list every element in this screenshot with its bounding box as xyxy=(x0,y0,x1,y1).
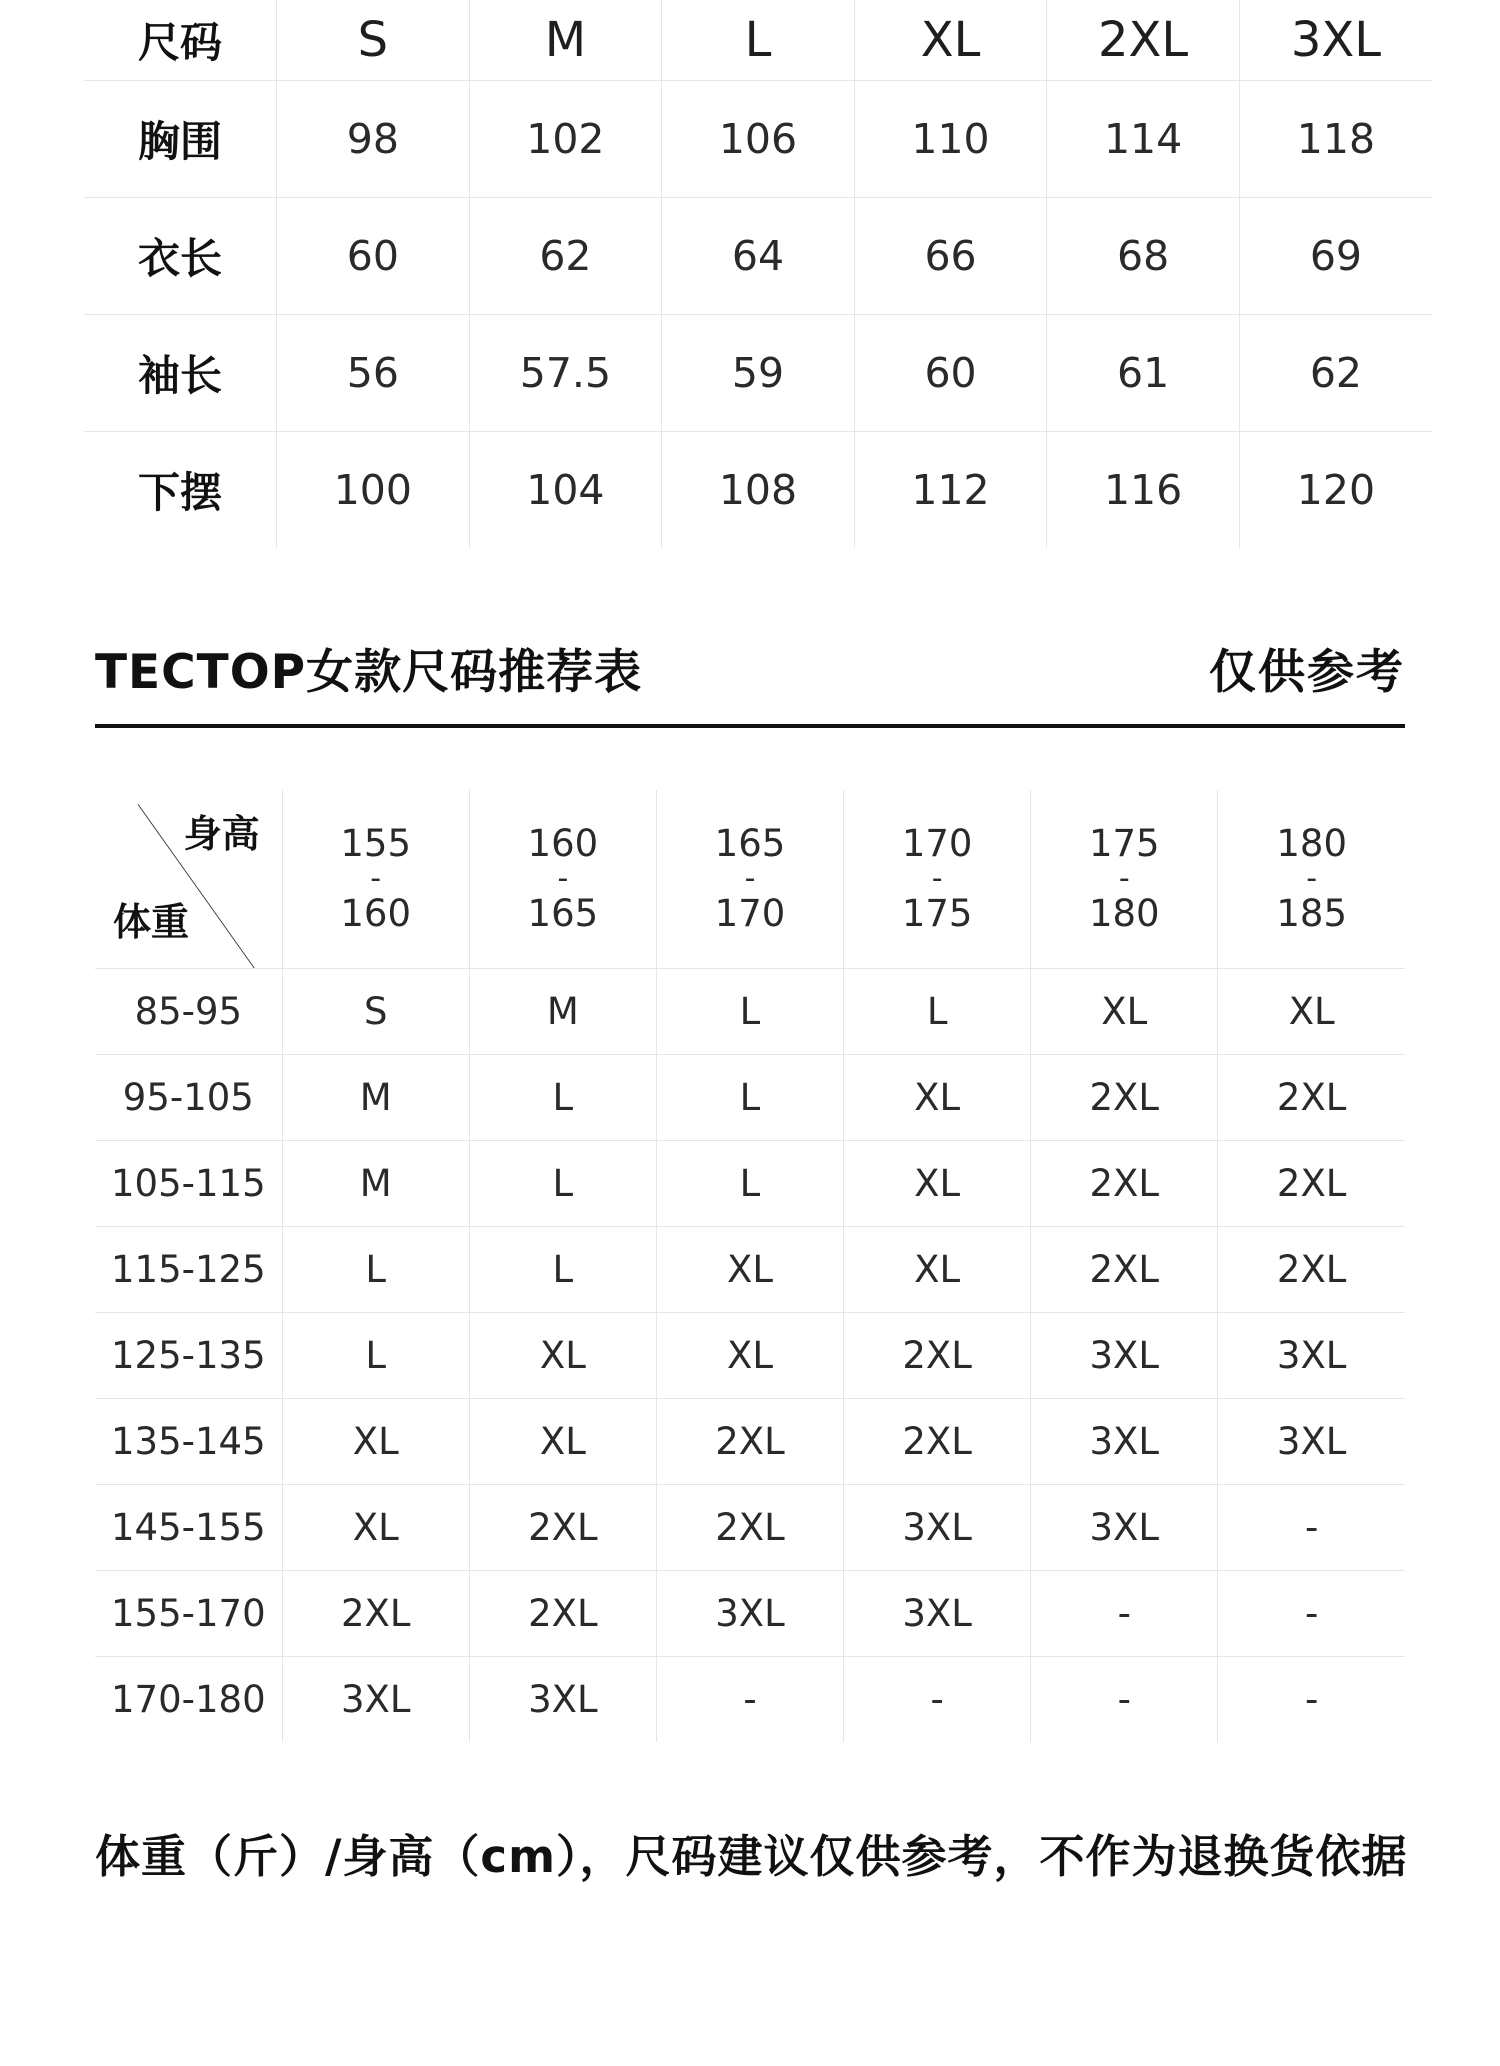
recommended-size-cell: L xyxy=(656,1055,843,1141)
weight-range-cell: 135-145 xyxy=(95,1399,282,1485)
recommended-size-cell: 3XL xyxy=(1218,1313,1405,1399)
recommended-size-cell: XL xyxy=(469,1313,656,1399)
height-range-sep: - xyxy=(1118,861,1130,896)
recommended-size-cell: XL xyxy=(656,1313,843,1399)
recommended-size-cell: 2XL xyxy=(844,1399,1031,1485)
height-range-sep: - xyxy=(370,861,382,896)
measure-value-cell: 62 xyxy=(469,198,662,315)
recommended-size-cell: 3XL xyxy=(844,1485,1031,1571)
measure-value-cell: 118 xyxy=(1239,81,1432,198)
footer-disclaimer: 体重（斤）/身高（cm），尺码建议仅供参考，不作为退换货依据 xyxy=(95,1830,1408,1883)
recommended-size-cell: 2XL xyxy=(1031,1227,1218,1313)
recommended-size-cell: - xyxy=(1031,1571,1218,1657)
weight-range-cell: 105-115 xyxy=(95,1141,282,1227)
measure-value-cell: 57.5 xyxy=(469,315,662,432)
size-header-cell: XL xyxy=(854,0,1047,81)
height-range-cell xyxy=(656,790,843,969)
recommended-size-cell: 3XL xyxy=(844,1571,1031,1657)
weight-range-cell: 155-170 xyxy=(95,1571,282,1657)
weight-range-cell: 85-95 xyxy=(95,969,282,1055)
measure-value-cell: 104 xyxy=(469,432,662,549)
height-axis-label: 身高 xyxy=(183,812,260,856)
size-header-cell: L xyxy=(662,0,855,81)
weight-range-cell: 95-105 xyxy=(95,1055,282,1141)
recommended-size-cell: L xyxy=(282,1227,469,1313)
table-row xyxy=(95,1571,1405,1657)
measure-value-cell: 110 xyxy=(854,81,1047,198)
recommended-size-cell: XL xyxy=(844,1141,1031,1227)
recommended-size-cell: L xyxy=(282,1313,469,1399)
height-range-to: 165 xyxy=(527,892,599,935)
recommended-size-cell: 2XL xyxy=(1031,1055,1218,1141)
height-range-cell xyxy=(469,790,656,969)
height-range-from: 160 xyxy=(527,822,599,865)
weight-range-cell: 170-180 xyxy=(111,1678,266,1721)
height-range-to: 185 xyxy=(1276,892,1347,935)
table-row xyxy=(95,969,1405,1055)
height-range-to: 180 xyxy=(1088,892,1160,935)
height-range-sep: - xyxy=(744,861,756,896)
recommended-size-cell: M xyxy=(282,1055,469,1141)
height-range-sep: - xyxy=(931,861,943,896)
recommended-size-cell: XL xyxy=(282,1485,469,1571)
recommended-size-cell: - xyxy=(1031,1657,1218,1743)
recommended-size-cell: 3XL xyxy=(282,1657,469,1743)
measure-name-cell: 衣长 xyxy=(84,198,277,315)
recommended-size-cell: S xyxy=(282,969,469,1055)
table-row xyxy=(84,198,1432,315)
size-header-cell: 2XL xyxy=(1047,0,1240,81)
recommended-size-cell: 2XL xyxy=(282,1571,469,1657)
recommended-size-cell: 2XL xyxy=(1031,1141,1218,1227)
height-header-row xyxy=(95,790,1405,969)
weight-range-cell: 125-135 xyxy=(95,1313,282,1399)
recommended-size-cell: XL xyxy=(1218,969,1405,1055)
measure-value-cell: 56 xyxy=(277,315,470,432)
recommended-size-cell: - xyxy=(1218,1657,1405,1743)
measure-value-cell: 108 xyxy=(662,432,855,549)
height-range-from: 170 xyxy=(901,822,973,865)
measure-value-cell: 106 xyxy=(662,81,855,198)
height-range-cell xyxy=(1218,790,1405,969)
size-recommendation-table xyxy=(95,790,1405,1742)
height-range-cell xyxy=(282,790,469,969)
measure-value-cell: 59 xyxy=(662,315,855,432)
recommended-size-cell: - xyxy=(656,1657,843,1743)
measure-value-cell: 69 xyxy=(1239,198,1432,315)
recommended-size-cell: 2XL xyxy=(469,1571,656,1657)
measure-value-cell: 68 xyxy=(1047,198,1240,315)
recommended-size-cell: 3XL xyxy=(1031,1485,1218,1571)
measure-value-cell: 114 xyxy=(1047,81,1240,198)
measure-name-cell: 下摆 xyxy=(138,468,223,517)
recommended-size-cell: L xyxy=(844,969,1031,1055)
table-row xyxy=(95,1055,1405,1141)
measure-value-cell: 62 xyxy=(1239,315,1432,432)
recommended-size-cell: L xyxy=(469,1141,656,1227)
recommended-size-cell: 3XL xyxy=(1031,1399,1218,1485)
recommended-size-cell: 2XL xyxy=(1218,1055,1405,1141)
recommended-size-cell: XL xyxy=(1031,969,1218,1055)
height-range-to: 170 xyxy=(714,892,786,935)
size-header-cell: S xyxy=(277,0,470,81)
table-row xyxy=(84,315,1432,432)
reference-only-note: 仅供参考 xyxy=(1209,645,1405,700)
measure-value-cell: 60 xyxy=(854,315,1047,432)
recommended-size-cell: - xyxy=(1218,1485,1405,1571)
table-row xyxy=(95,1227,1405,1313)
height-range-sep: - xyxy=(557,861,569,896)
recommended-size-cell: L xyxy=(656,969,843,1055)
recommended-size-cell: 3XL xyxy=(656,1571,843,1657)
height-range-to: 160 xyxy=(340,892,412,935)
weight-range-cell: 115-125 xyxy=(95,1227,282,1313)
measure-value-cell: 60 xyxy=(277,198,470,315)
recommended-size-cell: M xyxy=(282,1141,469,1227)
table-row xyxy=(84,81,1432,198)
height-range-from: 165 xyxy=(714,822,786,865)
recommendation-table-body xyxy=(95,790,1405,1742)
recommendation-title: TECTOP女款尺码推荐表 xyxy=(95,645,643,700)
recommended-size-cell: 2XL xyxy=(469,1485,656,1571)
recommended-size-cell: L xyxy=(656,1141,843,1227)
measure-value-cell: 64 xyxy=(662,198,855,315)
measure-value-cell: 100 xyxy=(277,432,470,549)
measure-value-cell: 120 xyxy=(1239,432,1432,549)
height-range-from: 180 xyxy=(1276,822,1347,865)
height-range-sep: - xyxy=(1306,861,1318,896)
measurement-table-body xyxy=(84,0,1432,548)
corner-cell xyxy=(95,790,282,969)
recommended-size-cell: 2XL xyxy=(656,1485,843,1571)
recommended-size-cell: L xyxy=(469,1055,656,1141)
measure-value-cell: 116 xyxy=(1047,432,1240,549)
table-row xyxy=(95,1313,1405,1399)
recommended-size-cell: XL xyxy=(656,1227,843,1313)
measure-value-cell: 112 xyxy=(854,432,1047,549)
recommended-size-cell: 2XL xyxy=(1218,1227,1405,1313)
recommended-size-cell: - xyxy=(1218,1571,1405,1657)
measure-value-cell: 98 xyxy=(277,81,470,198)
size-header-cell: M xyxy=(469,0,662,81)
recommended-size-cell: M xyxy=(469,969,656,1055)
size-header-row xyxy=(84,0,1432,81)
recommended-size-cell: - xyxy=(844,1657,1031,1743)
measure-name-cell: 胸围 xyxy=(84,81,277,198)
height-range-cell xyxy=(844,790,1031,969)
title-divider xyxy=(95,724,1405,728)
recommended-size-cell: 2XL xyxy=(656,1399,843,1485)
table-row xyxy=(95,1141,1405,1227)
measure-value-cell: 102 xyxy=(469,81,662,198)
height-range-from: 155 xyxy=(340,822,412,865)
recommended-size-cell: 3XL xyxy=(1031,1313,1218,1399)
recommended-size-cell: 3XL xyxy=(469,1657,656,1743)
recommended-size-cell: XL xyxy=(282,1399,469,1485)
height-range-from: 175 xyxy=(1088,822,1160,865)
measure-value-cell: 66 xyxy=(854,198,1047,315)
table-row xyxy=(84,432,1432,549)
recommended-size-cell: XL xyxy=(844,1227,1031,1313)
recommended-size-cell: 2XL xyxy=(1218,1141,1405,1227)
recommended-size-cell: XL xyxy=(469,1399,656,1485)
recommended-size-cell: XL xyxy=(844,1055,1031,1141)
size-measurement-table xyxy=(84,0,1432,548)
recommended-size-cell: 3XL xyxy=(1218,1399,1405,1485)
weight-axis-label: 体重 xyxy=(113,900,190,944)
height-range-to: 175 xyxy=(901,892,973,935)
recommended-size-cell: L xyxy=(469,1227,656,1313)
measure-value-cell: 61 xyxy=(1047,315,1240,432)
weight-range-cell: 145-155 xyxy=(95,1485,282,1571)
size-label-cell: 尺码 xyxy=(84,0,277,81)
measure-name-cell: 袖长 xyxy=(84,315,277,432)
table-row xyxy=(95,1485,1405,1571)
size-header-cell: 3XL xyxy=(1239,0,1432,81)
recommended-size-cell: 2XL xyxy=(844,1313,1031,1399)
table-row xyxy=(95,1399,1405,1485)
height-range-cell xyxy=(1031,790,1218,969)
table-row xyxy=(95,1657,1405,1743)
